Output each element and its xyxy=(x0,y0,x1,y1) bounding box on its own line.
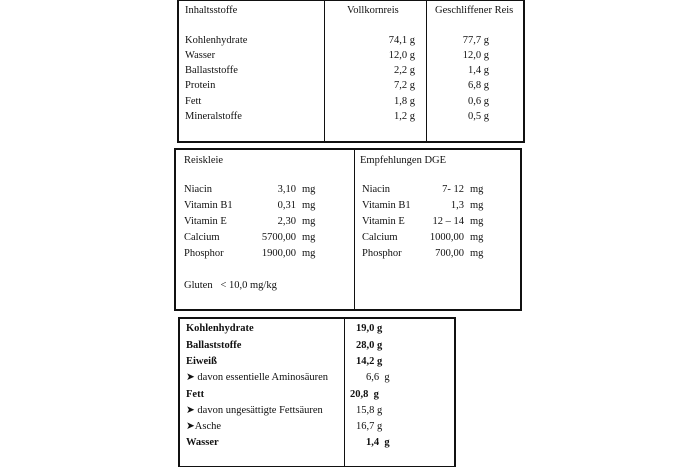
reiskleie-name: Niacin xyxy=(184,184,212,195)
row-value-vollkorn: 2,2 g xyxy=(394,65,415,76)
summary-value: 19,0 g xyxy=(356,323,383,334)
row-value-geschliffen: 12,0 g xyxy=(462,50,489,61)
summary-subitem: ➤ davon ungesättigte Fettsäuren xyxy=(186,405,323,416)
row-name: Wasser xyxy=(185,50,216,61)
dge-name: Phosphor xyxy=(362,248,402,259)
summary-name: Eiweiß xyxy=(186,356,217,367)
row-value-geschliffen: 77,7 g xyxy=(462,35,489,46)
row-name: Protein xyxy=(185,80,216,91)
reiskleie-value: 5700,00 xyxy=(261,232,296,243)
reiskleie-value: 2,30 xyxy=(277,216,296,227)
dge-unit: mg xyxy=(470,216,484,227)
column-divider xyxy=(344,319,345,466)
column-divider xyxy=(426,1,427,141)
summary-value: 14,2 g xyxy=(356,356,383,367)
row-name: Kohlenhydrate xyxy=(185,35,248,46)
reiskleie-unit: mg xyxy=(302,184,316,195)
reiskleie-value: 3,10 xyxy=(277,184,296,195)
row-value-vollkorn: 74,1 g xyxy=(388,35,415,46)
summary-value: 15,8 g xyxy=(356,405,383,416)
summary-value: 16,7 g xyxy=(356,421,383,432)
header-geschliffener-reis: Geschliffener Reis xyxy=(435,5,514,16)
reiskleie-unit: mg xyxy=(302,200,316,211)
dge-name: Niacin xyxy=(362,184,390,195)
row-value-geschliffen: 1,4 g xyxy=(468,65,489,76)
row-name: Ballaststoffe xyxy=(185,65,238,76)
reiskleie-name: Vitamin E xyxy=(184,216,227,227)
reiskleie-name: Calcium xyxy=(184,232,220,243)
nutrient-table-rice xyxy=(177,0,525,143)
reiskleie-unit: mg xyxy=(302,216,316,227)
column-divider xyxy=(324,1,325,141)
row-name: Mineralstoffe xyxy=(185,111,242,122)
summary-value: 28,0 g xyxy=(356,340,383,351)
dge-unit: mg xyxy=(470,184,484,195)
dge-value: 1,3 xyxy=(450,200,464,211)
dge-value: 1000,00 xyxy=(429,232,464,243)
summary-name: Ballaststoffe xyxy=(186,340,242,351)
dge-unit: mg xyxy=(470,232,484,243)
header-inhaltsstoffe: Inhaltsstoffe xyxy=(185,5,238,16)
row-name: Fett xyxy=(185,96,202,107)
dge-value: 700,00 xyxy=(435,248,464,259)
column-divider xyxy=(354,150,355,309)
header-reiskleie: Reiskleie xyxy=(184,155,224,166)
summary-name: Kohlenhydrate xyxy=(186,323,254,334)
row-value-geschliffen: 0,6 g xyxy=(468,96,489,107)
summary-name: Wasser xyxy=(186,437,219,448)
summary-value: 1,4 g xyxy=(366,437,390,448)
reiskleie-dge-table xyxy=(174,148,522,311)
reiskleie-value: 1900,00 xyxy=(261,248,296,259)
summary-value: 20,8 g xyxy=(350,389,379,400)
reiskleie-name: Vitamin B1 xyxy=(184,200,233,211)
dge-unit: mg xyxy=(470,200,484,211)
dge-value: 12 – 14 xyxy=(432,216,464,227)
summary-name: Fett xyxy=(186,389,205,400)
row-value-geschliffen: 0,5 g xyxy=(468,111,489,122)
summary-subitem: ➤ davon essentielle Aminosäuren xyxy=(186,372,329,383)
gluten-note: Gluten < 10,0 mg/kg xyxy=(184,280,277,291)
row-value-vollkorn: 7,2 g xyxy=(394,80,415,91)
row-value-vollkorn: 12,0 g xyxy=(388,50,415,61)
header-empfehlungen-dge: Empfehlungen DGE xyxy=(360,155,447,166)
nutrient-summary-table xyxy=(178,317,456,467)
dge-value: 7- 12 xyxy=(442,184,464,195)
dge-name: Vitamin E xyxy=(362,216,405,227)
row-value-geschliffen: 6,8 g xyxy=(468,80,489,91)
dge-name: Vitamin B1 xyxy=(362,200,411,211)
reiskleie-name: Phosphor xyxy=(184,248,224,259)
reiskleie-value: 0,31 xyxy=(277,200,296,211)
row-value-vollkorn: 1,2 g xyxy=(394,111,415,122)
header-vollkornreis: Vollkornreis xyxy=(347,5,399,16)
dge-unit: mg xyxy=(470,248,484,259)
dge-name: Calcium xyxy=(362,232,398,243)
reiskleie-unit: mg xyxy=(302,248,316,259)
summary-subitem: ➤Asche xyxy=(186,421,222,432)
summary-value: 6,6 g xyxy=(366,372,390,383)
row-value-vollkorn: 1,8 g xyxy=(394,96,415,107)
reiskleie-unit: mg xyxy=(302,232,316,243)
